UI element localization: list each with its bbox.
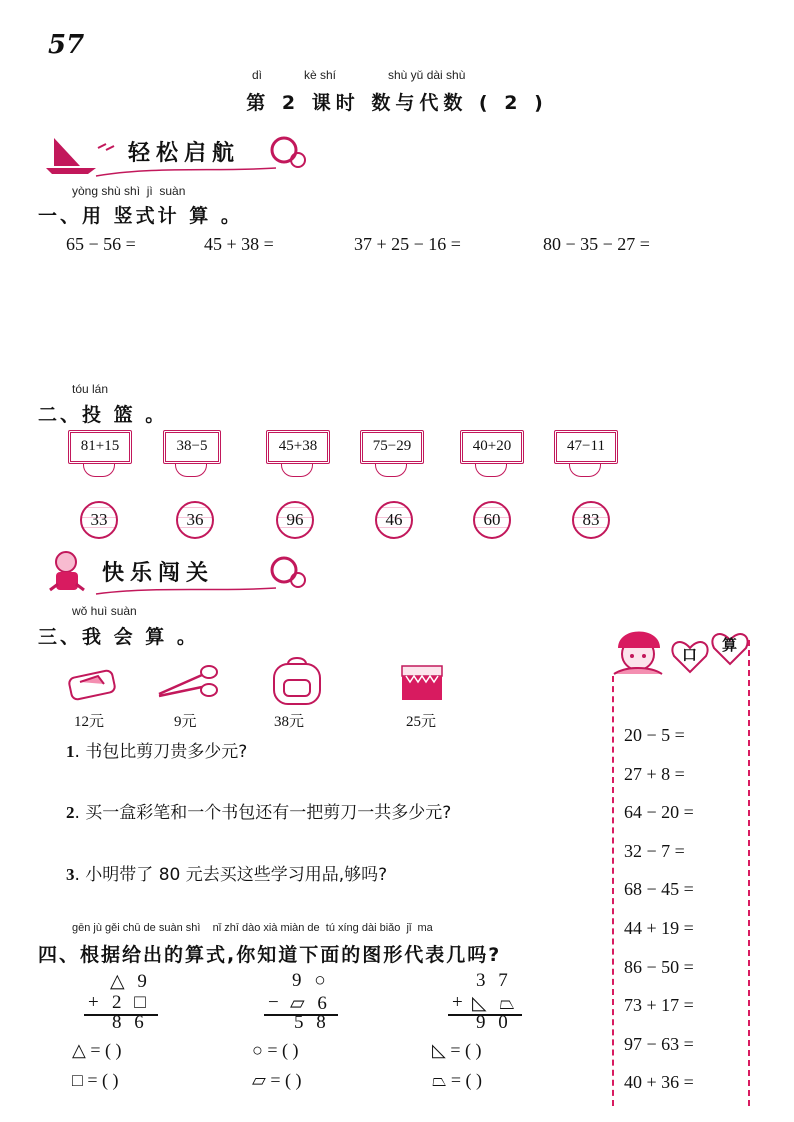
q1-expr: 37 + 25 − 16 = — [354, 234, 461, 254]
hoop-expression: 40+20 — [460, 430, 524, 464]
oral-label: 口 — [682, 646, 698, 664]
q2-pinyin: tóu lán — [72, 382, 109, 396]
q3-title: 三、我 会 算 。 — [38, 626, 199, 648]
oral-border-right — [748, 640, 750, 1106]
schoolbag-icon — [266, 654, 330, 712]
vertical-middle: ◺ ⏢ — [472, 993, 519, 1014]
vertical-top: △ 9 — [110, 971, 151, 992]
vertical-result: 5 8 — [294, 1012, 330, 1033]
banner-happy-challenge — [36, 546, 306, 598]
q1-expr: 65 − 56 = — [66, 234, 136, 254]
q1-pinyin: yòng shù shì jì suàn — [72, 184, 186, 198]
q3-subquestion — [66, 860, 387, 885]
q1-expr: 45 + 38 = — [204, 234, 274, 254]
vertical-middle: 2 □ — [112, 992, 150, 1013]
hoop — [460, 430, 524, 477]
pencil-box-icon — [64, 660, 120, 708]
hoop-net — [375, 464, 407, 477]
oral-item: 20 − 5 = — [624, 725, 685, 745]
oral-label: 算 — [722, 636, 738, 654]
hoop-expression: 47−11 — [554, 430, 618, 464]
oral-item: 32 − 7 = — [624, 841, 685, 861]
hoop-net — [475, 464, 507, 477]
oral-item: 68 − 45 = — [624, 879, 694, 899]
q3-subquestion — [66, 737, 247, 762]
hoop-expression: 75−29 — [360, 430, 424, 464]
vertical-result: 8 6 — [112, 1012, 148, 1033]
title-pinyin-3: shù yǔ dài shù — [388, 68, 466, 82]
q3-subquestion — [66, 798, 451, 823]
hoop-net — [175, 464, 207, 477]
sub-number: 2 — [66, 803, 75, 822]
title-pinyin-1: dì — [252, 68, 263, 82]
vertical-operator: − — [268, 992, 283, 1013]
answer-blank[interactable]: □ = ( ) — [72, 1070, 119, 1090]
basketball: 96 — [276, 501, 314, 539]
oral-item: 73 + 17 = — [624, 995, 694, 1015]
crayon-box-icon — [398, 660, 446, 708]
vertical-operator: + — [88, 992, 103, 1013]
answer-blank[interactable]: ○ = ( ) — [252, 1040, 299, 1060]
basketball: 36 — [176, 501, 214, 539]
answer-blank[interactable]: ▱ = ( ) — [252, 1070, 302, 1090]
vertical-middle: ▱ 6 — [290, 993, 331, 1014]
oral-header — [604, 618, 754, 686]
sub-number: 3 — [66, 865, 75, 884]
price-label: 12元 — [74, 714, 105, 730]
q4-title: 四、根据给出的算式,你知道下面的图形代表几吗? — [38, 944, 502, 966]
answer-blank[interactable]: ⏢ = ( ) — [432, 1070, 483, 1090]
basketball: 60 — [473, 501, 511, 539]
scissors-icon — [155, 660, 221, 708]
price-label: 25元 — [406, 714, 437, 730]
hoop-net — [83, 464, 115, 477]
hoop-expression: 38−5 — [163, 430, 221, 464]
oral-item: 44 + 19 = — [624, 918, 694, 938]
q3-pinyin: wǒ huì suàn — [72, 604, 137, 618]
q2-title: 二、投 篮 。 — [38, 404, 168, 426]
page-title: 第 2 课时 数与代数 ( 2 ) — [246, 92, 548, 114]
basketball: 83 — [572, 501, 610, 539]
hoop-expression: 45+38 — [266, 430, 330, 464]
banner-relaxed-start — [36, 128, 306, 178]
title-pinyin-2: kè shí — [304, 68, 337, 82]
oral-item: 40 + 36 = — [624, 1072, 694, 1092]
sub-number: 1 — [66, 742, 75, 761]
vertical-top: 3 7 — [476, 970, 512, 991]
q4-pinyin: gēn jù gěi chū de suàn shì nǐ zhī dào xià miàn de tú xíng dài biǎo jǐ ma — [72, 922, 433, 934]
basketball: 33 — [80, 501, 118, 539]
oral-item: 97 − 63 = — [624, 1034, 694, 1054]
sub-text: . 小明带了 80 元去买这些学习用品,够吗? — [74, 865, 388, 885]
vertical-operator: + — [452, 992, 467, 1013]
vertical-top: 9 ○ — [292, 970, 330, 991]
hoop-expression: 81+15 — [68, 430, 132, 464]
q1-title: 一、用 竖式计 算 。 — [38, 205, 243, 227]
answer-blank[interactable]: ◺ = ( ) — [432, 1040, 482, 1060]
banner-title: 轻松启航 — [128, 141, 241, 166]
hoop — [163, 430, 221, 477]
hoop-net — [281, 464, 313, 477]
oral-item: 64 − 20 = — [624, 802, 694, 822]
answer-blank[interactable]: △ = ( ) — [72, 1040, 122, 1060]
price-label: 9元 — [174, 714, 197, 730]
q1-expr: 80 − 35 − 27 = — [543, 234, 650, 254]
page-number: 57 — [48, 30, 85, 60]
oral-item: 86 − 50 = — [624, 957, 694, 977]
hoop — [266, 430, 330, 477]
sub-text: . 买一盒彩笔和一个书包还有一把剪刀一共多少元? — [74, 803, 452, 823]
hoop — [554, 430, 618, 477]
oral-item: 27 + 8 = — [624, 764, 685, 784]
hoop — [68, 430, 132, 477]
hoop-net — [569, 464, 601, 477]
banner-title: 快乐闯关 — [102, 561, 215, 586]
hoop — [360, 430, 424, 477]
basketball: 46 — [375, 501, 413, 539]
vertical-result: 9 0 — [476, 1012, 512, 1033]
price-label: 38元 — [274, 714, 305, 730]
oral-border-left — [612, 676, 614, 1106]
sub-text: . 书包比剪刀贵多少元? — [74, 742, 248, 762]
